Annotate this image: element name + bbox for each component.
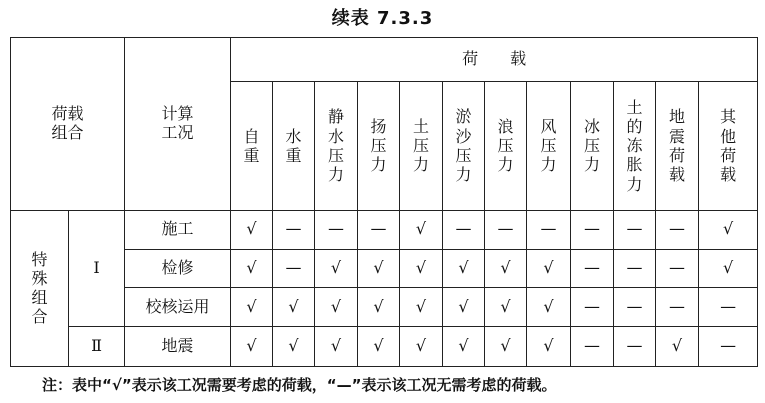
header-load-5 — [443, 82, 485, 210]
header-load-11 — [699, 82, 758, 210]
header-load-label: 冰 压 力 — [584, 116, 601, 175]
dash-cell: — — [485, 210, 527, 249]
dash-cell: — — [614, 326, 656, 366]
dash-cell: — — [699, 326, 758, 366]
calc-case-cell: 地震 — [125, 326, 231, 366]
check-mark-cell: √ — [315, 249, 358, 287]
header-load-label: 静 水 压 力 — [328, 107, 345, 184]
check-mark-cell: √ — [231, 210, 273, 249]
dash-cell: — — [614, 287, 656, 326]
check-mark-cell: √ — [485, 249, 527, 287]
dash-cell: — — [614, 210, 656, 249]
check-mark-cell: √ — [527, 287, 571, 326]
check-mark-cell: √ — [485, 326, 527, 366]
header-calc-case: 计算 工况 — [125, 38, 231, 211]
dash-cell: — — [656, 210, 699, 249]
table-title: 续表 7.3.3 — [331, 8, 434, 29]
check-mark-cell: √ — [273, 287, 315, 326]
header-load-label: 浪 压 力 — [497, 116, 514, 175]
dash-cell: — — [614, 249, 656, 287]
dash-cell: — — [443, 210, 485, 249]
header-load-10 — [656, 82, 699, 210]
check-mark-cell: √ — [315, 326, 358, 366]
dash-cell: — — [273, 249, 315, 287]
header-load-2 — [315, 82, 358, 210]
check-mark-cell: √ — [231, 249, 273, 287]
dash-cell: — — [273, 210, 315, 249]
header-load-8 — [571, 82, 614, 210]
dash-cell: — — [358, 210, 400, 249]
dash-cell: — — [571, 326, 614, 366]
header-load-7 — [527, 82, 571, 210]
header-load-label: 土 的 冻 胀 力 — [626, 97, 643, 194]
check-mark-cell: √ — [358, 287, 400, 326]
subgroup-label: Ⅱ — [69, 326, 125, 366]
check-mark-cell: √ — [400, 210, 443, 249]
header-load-3 — [358, 82, 400, 210]
header-load-label: 水 重 — [285, 126, 302, 165]
check-mark-cell: √ — [699, 249, 758, 287]
header-load-label: 风 压 力 — [540, 116, 557, 175]
check-mark-cell: √ — [443, 287, 485, 326]
category-label: 特 殊 组 合 — [31, 249, 48, 327]
check-mark-cell: √ — [443, 249, 485, 287]
check-mark-cell: √ — [656, 326, 699, 366]
header-load-label: 自 重 — [243, 126, 260, 165]
table-footnote: 注：表中“√”表示该工况需要考虑的荷载，“—”表示该工况无需考虑的荷载。 — [42, 376, 557, 394]
check-mark-cell: √ — [315, 287, 358, 326]
header-load-9 — [614, 82, 656, 210]
header-load-1 — [273, 82, 315, 210]
dash-cell: — — [571, 210, 614, 249]
check-mark-cell: √ — [699, 210, 758, 249]
load-combination-table — [10, 37, 758, 367]
header-load-group: 荷载 组合 — [11, 38, 125, 211]
table-row — [11, 210, 758, 249]
check-mark-cell: √ — [358, 326, 400, 366]
table-row — [11, 326, 758, 366]
check-mark-cell: √ — [358, 249, 400, 287]
check-mark-cell: √ — [400, 249, 443, 287]
check-mark-cell: √ — [231, 326, 273, 366]
check-mark-cell: √ — [231, 287, 273, 326]
category-special-combination — [11, 210, 69, 366]
calc-case-cell: 校核运用 — [125, 287, 231, 326]
dash-cell: — — [656, 287, 699, 326]
dash-cell: — — [571, 249, 614, 287]
dash-cell: — — [315, 210, 358, 249]
check-mark-cell: √ — [485, 287, 527, 326]
header-load-label: 地 震 荷 载 — [669, 107, 686, 184]
header-load-6 — [485, 82, 527, 210]
header-load-label: 扬 压 力 — [370, 116, 387, 175]
header-load-0 — [231, 82, 273, 210]
calc-case-cell: 检修 — [125, 249, 231, 287]
subgroup-label: Ⅰ — [69, 210, 125, 326]
check-mark-cell: √ — [527, 249, 571, 287]
calc-case-cell: 施工 — [125, 210, 231, 249]
dash-cell: — — [656, 249, 699, 287]
header-load-label: 土 压 力 — [413, 116, 430, 175]
header-loads: 荷 载 — [231, 38, 758, 82]
header-load-4 — [400, 82, 443, 210]
header-load-label: 淤 沙 压 力 — [455, 107, 472, 184]
dash-cell: — — [527, 210, 571, 249]
check-mark-cell: √ — [443, 326, 485, 366]
header-load-label: 其 他 荷 载 — [720, 107, 737, 184]
check-mark-cell: √ — [400, 287, 443, 326]
dash-cell: — — [699, 287, 758, 326]
check-mark-cell: √ — [273, 326, 315, 366]
dash-cell: — — [571, 287, 614, 326]
check-mark-cell: √ — [400, 326, 443, 366]
check-mark-cell: √ — [527, 326, 571, 366]
